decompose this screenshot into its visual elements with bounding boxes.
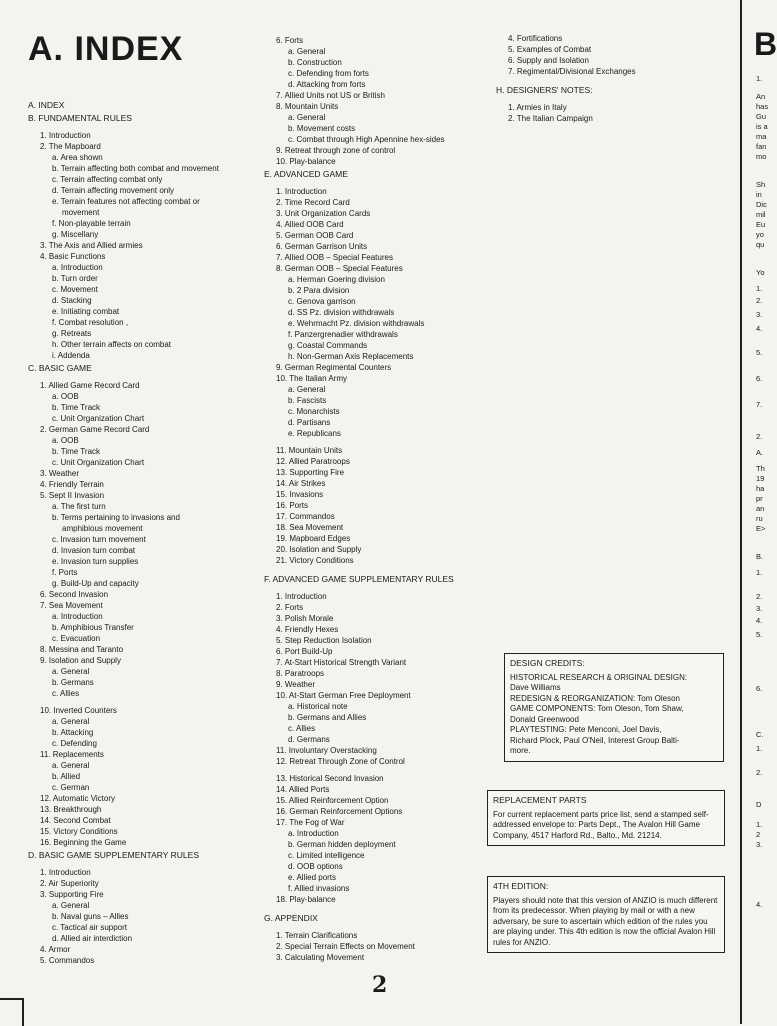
index-subentry: c. Terrain affecting combat only (52, 175, 163, 184)
edge-text-fragment: 4. (756, 900, 763, 909)
edge-text-fragment: 2. (756, 592, 763, 601)
edge-text-fragment: yo (756, 230, 764, 239)
index-subentry: b. Germans and Allies (288, 713, 367, 722)
edge-text-fragment: 2 (756, 830, 761, 839)
index-entry: 10. Play-balance (276, 157, 336, 166)
index-subentry: a. The first turn (52, 502, 106, 511)
index-subentry: a. General (288, 385, 326, 394)
index-entry: 4. Fortifications (508, 34, 563, 43)
index-entry: 8. Mountain Units (276, 102, 339, 111)
index-subentry: a. General (288, 113, 326, 122)
section-heading: E. ADVANCED GAME (264, 169, 348, 179)
edge-text-fragment: 3. (756, 604, 763, 613)
index-subentry: b. German hidden deployment (288, 840, 396, 849)
index-subentry: a. OOB (52, 436, 79, 445)
index-entry: 3. Calculating Movement (276, 953, 365, 962)
index-entry: 3. Unit Organization Cards (276, 209, 371, 218)
index-entry: 4. Armor (40, 945, 71, 954)
spacer (496, 77, 726, 83)
index-entry: 19. Mapboard Edges (276, 534, 351, 543)
index-entry: 1. Terrain Clarifications (276, 931, 358, 940)
edge-text-fragment: 1. (756, 820, 763, 829)
edge-text-fragment: ru (756, 514, 763, 523)
index-entry: 4. Basic Functions (40, 252, 106, 261)
index-subentry: d. Stacking (52, 296, 92, 305)
index-subentry: b. Terrain affecting both combat and movement (52, 164, 219, 173)
edge-text-fragment: Gu (756, 112, 767, 121)
edge-text-fragment: 2. (756, 296, 763, 305)
index-subentry: a. General (52, 717, 90, 726)
index-column-1 (28, 98, 258, 966)
index-entry: 5. German OOB Card (276, 231, 354, 240)
index-entry: 5. Examples of Combat (508, 45, 592, 54)
index-subentry: f. Panzergrenadier withdrawals (288, 330, 398, 339)
index-subentry: f. Non-playable terrain (52, 219, 131, 228)
edge-text-fragment: ha (756, 484, 765, 493)
index-subentry: b. Attacking (52, 728, 94, 737)
index-entry: 8. German OOB – Special Features (276, 264, 403, 273)
index-subentry: c. Defending (52, 739, 97, 748)
index-entry: 10. The Italian Army (276, 374, 347, 383)
edge-text-fragment: 3. (756, 840, 763, 849)
index-entry: 6. Port Build-Up (276, 647, 333, 656)
edge-text-fragment: E> (756, 524, 766, 533)
index-subentry: a. Historical note (288, 702, 348, 711)
index-subentry: d. OOB options (288, 862, 343, 871)
index-subentry: b. Amphibious Transfer (52, 623, 134, 632)
index-entry: 6. Supply and Isolation (508, 56, 589, 65)
index-entry: 3. The Axis and Allied armies (40, 241, 143, 250)
index-entry: 13. Supporting Fire (276, 468, 345, 477)
index-entry: 16. Ports (276, 501, 309, 510)
index-entry: 15. Victory Conditions (40, 827, 118, 836)
index-entry: 1. Introduction (276, 187, 327, 196)
index-subentry: a. Introduction (52, 263, 103, 272)
index-entry: 2. Forts (276, 603, 304, 612)
index-entry: 13. Historical Second Invasion (276, 774, 384, 783)
design-credits-box (504, 653, 724, 762)
edge-text-fragment: 1. (756, 568, 763, 577)
index-subentry: b. Construction (288, 58, 342, 67)
index-subentry: c. Allies (52, 689, 80, 698)
index-subentry: i. Addenda (52, 351, 90, 360)
index-entry: 6. Second Invasion (40, 590, 109, 599)
index-entry: 4. Friendly Terrain (40, 480, 104, 489)
index-subentry: f. Combat resolution , (52, 318, 129, 327)
edge-text-fragment: 6. (756, 374, 763, 383)
index-subentry: a. Herman Goering division (288, 275, 385, 284)
page-title: A. INDEX (28, 30, 184, 68)
index-entry: 2. The Italian Campaign (508, 114, 593, 123)
index-subentry: d. Invasion turn combat (52, 546, 136, 555)
credits-line: Richard Plock, Paul O'Neil, Interest Group Balti- (510, 735, 680, 745)
edge-text-fragment: mil (756, 210, 766, 219)
index-entry: 16. German Reinforcement Options (276, 807, 403, 816)
edge-text-fragment: 1. (756, 744, 763, 753)
section-heading: G. APPENDIX (264, 913, 318, 923)
index-subentry: b. Allied (52, 772, 81, 781)
index-entry: 5. Commandos (40, 956, 95, 965)
index-entry: 10. Inverted Counters (40, 706, 117, 715)
index-entry: 12. Allied Paratroops (276, 457, 350, 466)
edge-text-fragment: Th (756, 464, 765, 473)
index-entry: 12. Retreat Through Zone of Control (276, 757, 405, 766)
edge-text-fragment: C. (756, 730, 764, 739)
index-entry: 7. Regimental/Divisional Exchanges (508, 67, 636, 76)
edition-box (487, 876, 725, 953)
index-subentry: a. General (288, 47, 326, 56)
index-subentry: b. 2 Para division (288, 286, 350, 295)
index-subentry: a. General (52, 667, 90, 676)
index-entry: 11. Replacements (40, 750, 104, 759)
edition-heading: 4TH EDITION: (493, 881, 549, 891)
index-column-3 (496, 33, 726, 124)
credits-line: HISTORICAL RESEARCH & ORIGINAL DESIGN: (510, 672, 688, 682)
index-subentry: a. Introduction (52, 612, 103, 621)
index-entry: 11. Mountain Units (276, 446, 343, 455)
section-heading: B. FUNDAMENTAL RULES (28, 113, 132, 123)
index-entry: 3. Supporting Fire (40, 890, 104, 899)
edge-text-fragment: An (756, 92, 766, 101)
index-subentry: c. Monarchists (288, 407, 340, 416)
index-subentry: b. Turn order (52, 274, 98, 283)
section-heading: H. DESIGNERS' NOTES: (496, 85, 593, 95)
index-subentry: e. Wehrmacht Pz. division withdrawals (288, 319, 425, 328)
crop-mark (0, 998, 24, 1026)
index-subentry: h. Non-German Axis Replacements (288, 352, 414, 361)
index-entry: 14. Allied Ports (276, 785, 330, 794)
index-entry: 7. At-Start Historical Strength Variant (276, 658, 407, 667)
edge-text-fragment: 2. (756, 768, 763, 777)
edge-text-fragment: D (756, 800, 762, 809)
index-entry: 4. Allied OOB Card (276, 220, 344, 229)
index-entry: 18. Play-balance (276, 895, 336, 904)
index-subentry: c. Evacuation (52, 634, 101, 643)
index-entry: 17. The Fog of War (276, 818, 345, 827)
index-entry: 2. Time Record Card (276, 198, 350, 207)
index-entry: 1. Armies in Italy (508, 103, 567, 112)
index-entry: 17. Commandos (276, 512, 335, 521)
index-subentry: f. Allied invasions (288, 884, 350, 893)
index-entry: 9. Retreat through zone of control (276, 146, 396, 155)
index-subentry: f. Ports (52, 568, 78, 577)
index-subentry-continued: amphibious movement (62, 524, 143, 533)
edge-text-fragment: in (756, 190, 762, 199)
index-entry: 6. Forts (276, 36, 304, 45)
index-subentry: b. Time Track (52, 403, 101, 412)
index-subentry: d. SS Pz. division withdrawals (288, 308, 395, 317)
spacer (264, 905, 494, 911)
index-subentry-continued: movement (62, 208, 100, 217)
page-number: 2 (372, 972, 388, 998)
edition-text: Players should note that this version of ANZIO is much different from its predecessor. When playing by mail or with a new adversary, be sure to ascertain which edition of the rules you are playing under. This 4th edition is now the official Avalon Hill rules for ANZIO. (493, 895, 718, 947)
index-subentry: b. Germans (52, 678, 94, 687)
edge-text-fragment: 7. (756, 400, 763, 409)
index-subentry: g. Miscellany (52, 230, 99, 239)
index-subentry: c. Combat through High Apennine hex-sides (288, 135, 445, 144)
index-subentry: c. Genova garrison (288, 297, 356, 306)
index-entry: 8. Messina and Taranto (40, 645, 124, 654)
index-entry: 10. At-Start German Free Deployment (276, 691, 411, 700)
edge-text-fragment: 1. (756, 284, 763, 293)
index-subentry: e. Allied ports (288, 873, 337, 882)
index-entry: 2. Special Terrain Effects on Movement (276, 942, 415, 951)
edge-text-fragment: pr (756, 494, 763, 503)
credits-line: Donald Greenwood (510, 714, 579, 724)
index-subentry: c. Allies (288, 724, 316, 733)
edge-text-fragment: A. (756, 448, 764, 457)
credits-line: PLAYTESTING: Pete Menconi, Joel Davis, (510, 725, 662, 734)
edge-text-fragment: Dic (756, 200, 767, 209)
index-subentry: h. Other terrain affects on combat (52, 340, 172, 349)
credits-line: REDESIGN & REORGANIZATION: Tom Oleson (510, 693, 680, 703)
index-entry: 14. Air Strikes (276, 479, 326, 488)
section-heading: F. ADVANCED GAME SUPPLEMENTARY RULES (264, 574, 454, 584)
index-subentry: d. Allied air interdiction (52, 934, 133, 943)
edge-text-fragment: Sh (756, 180, 766, 189)
edge-text-fragment: 4. (756, 324, 763, 333)
index-entry: 16. Beginning the Game (40, 838, 127, 847)
index-subentry: e. Initiating combat (52, 307, 120, 316)
index-entry: 7. Allied Units not US or British (276, 91, 385, 100)
index-subentry: a. OOB (52, 392, 79, 401)
index-subentry: c. Unit Organization Chart (52, 458, 145, 467)
index-subentry: d. Partisans (288, 418, 331, 427)
index-subentry: c. German (52, 783, 90, 792)
replacement-parts-heading: REPLACEMENT PARTS (493, 795, 587, 805)
edge-text-fragment: Eu (756, 220, 766, 229)
index-subentry: a. General (52, 761, 90, 770)
index-entry: 9. German Regimental Counters (276, 363, 392, 372)
index-subentry: g. Coastal Commands (288, 341, 368, 350)
index-entry: 12. Automatic Victory (40, 794, 115, 803)
index-subentry: b. Time Track (52, 447, 101, 456)
index-subentry: g. Retreats (52, 329, 92, 338)
index-entry: 18. Sea Movement (276, 523, 344, 532)
index-subentry: d. Terrain affecting movement only (52, 186, 174, 195)
index-entry: 6. German Garrison Units (276, 242, 368, 251)
credits-line: Dave Williams (510, 683, 561, 692)
index-entry: 1. Introduction (40, 131, 91, 140)
edge-text-fragment: 5. (756, 630, 763, 639)
index-subentry: e. Invasion turn supplies (52, 557, 139, 566)
index-entry: 1. Introduction (276, 592, 327, 601)
index-subentry: c. Limited intelligence (288, 851, 365, 860)
edge-text-fragment: 6. (756, 684, 763, 693)
index-subentry: e. Terrain features not affecting combat or (52, 197, 200, 206)
edge-text-fragment: 4. (756, 616, 763, 625)
edge-text-fragment: 19 (756, 474, 765, 483)
index-entry: 15. Allied Reinforcement Option (276, 796, 389, 805)
page-divider (740, 0, 742, 1024)
edge-text-fragment: 5. (756, 348, 763, 357)
edge-text-fragment: qu (756, 240, 765, 249)
section-heading: C. BASIC GAME (28, 363, 92, 373)
index-entry: 3. Weather (40, 469, 79, 478)
index-subentry: b. Fascists (288, 396, 327, 405)
index-subentry: b. Terms pertaining to invasions and (52, 513, 180, 522)
index-entry: 4. Friendly Hexes (276, 625, 339, 634)
index-subentry: c. Unit Organization Chart (52, 414, 145, 423)
index-entry: 2. The Mapboard (40, 142, 101, 151)
index-entry: 2. Air Superiority (40, 879, 99, 888)
credits-line: GAME COMPONENTS: Tom Oleson, Tom Shaw, (510, 704, 684, 713)
index-entry: 14. Second Combat (40, 816, 111, 825)
index-entry: 5. Sept II Invasion (40, 491, 105, 500)
index-entry: 20. Isolation and Supply (276, 545, 362, 554)
index-subentry: g. Build-Up and capacity (52, 579, 139, 588)
index-entry: 1. Allied Game Record Card (40, 381, 140, 390)
edge-text-fragment: B. (756, 552, 764, 561)
index-subentry: a. Introduction (288, 829, 339, 838)
index-entry: 7. Allied OOB – Special Features (276, 253, 393, 262)
edge-text-fragment: mo (756, 152, 767, 161)
index-subentry: a. Area shown (52, 153, 103, 162)
next-page-edge (740, 0, 777, 1024)
edge-text-fragment: is a (756, 122, 768, 131)
replacement-parts-text: For current replacement parts price list, send a stamped self-addressed envelope to: Parts Dept., The Avalon Hill Game Company, 4517 Harford Rd., Balto., Md. 21214. (493, 809, 709, 840)
edge-text-fragment: Yo (756, 268, 765, 277)
edge-text-fragment: 1. (756, 74, 763, 83)
index-subentry: e. Republicans (288, 429, 341, 438)
section-heading: A. INDEX (28, 100, 65, 110)
edge-text-fragment: ma (756, 132, 767, 141)
spacer (264, 566, 494, 572)
index-entry: 3. Polish Morale (276, 614, 334, 623)
index-subentry: b. Movement costs (288, 124, 356, 133)
index-subentry: d. Germans (288, 735, 330, 744)
index-subentry: c. Invasion turn movement (52, 535, 146, 544)
edge-text-fragment: fan (756, 142, 767, 151)
index-subentry: d. Attacking from forts (288, 80, 366, 89)
design-credits-heading: DESIGN CREDITS: (510, 658, 585, 668)
index-entry: 13. Breakthrough (40, 805, 102, 814)
index-entry: 5. Step Reduction Isolation (276, 636, 372, 645)
index-entry: 11. Involuntary Overstacking (276, 746, 377, 755)
edge-text-fragment: has (756, 102, 769, 111)
index-subentry: c. Movement (52, 285, 98, 294)
index-entry: 8. Paratroops (276, 669, 325, 678)
credits-line: more. (510, 746, 531, 755)
index-entry: 7. Sea Movement (40, 601, 103, 610)
index-column-2 (264, 35, 494, 963)
index-entry: 9. Isolation and Supply (40, 656, 121, 665)
index-entry: 2. German Game Record Card (40, 425, 150, 434)
section-heading: D. BASIC GAME SUPPLEMENTARY RULES (28, 850, 199, 860)
index-subentry: a. General (52, 901, 90, 910)
edge-text-fragment: 2. (756, 432, 763, 441)
index-subentry: c. Defending from forts (288, 69, 369, 78)
edge-text-fragment: an (756, 504, 765, 513)
index-entry: 1. Introduction (40, 868, 91, 877)
index-subentry: b. Naval guns – Allies (52, 912, 129, 921)
edge-text-fragment: 3. (756, 310, 763, 319)
index-entry: 9. Weather (276, 680, 315, 689)
replacement-parts-box (487, 790, 725, 846)
index-subentry: c. Tactical air support (52, 923, 127, 932)
next-page-heading-fragment: B (754, 26, 777, 62)
index-entry: 15. Invasions (276, 490, 324, 499)
index-entry: 21. Victory Conditions (276, 556, 354, 565)
